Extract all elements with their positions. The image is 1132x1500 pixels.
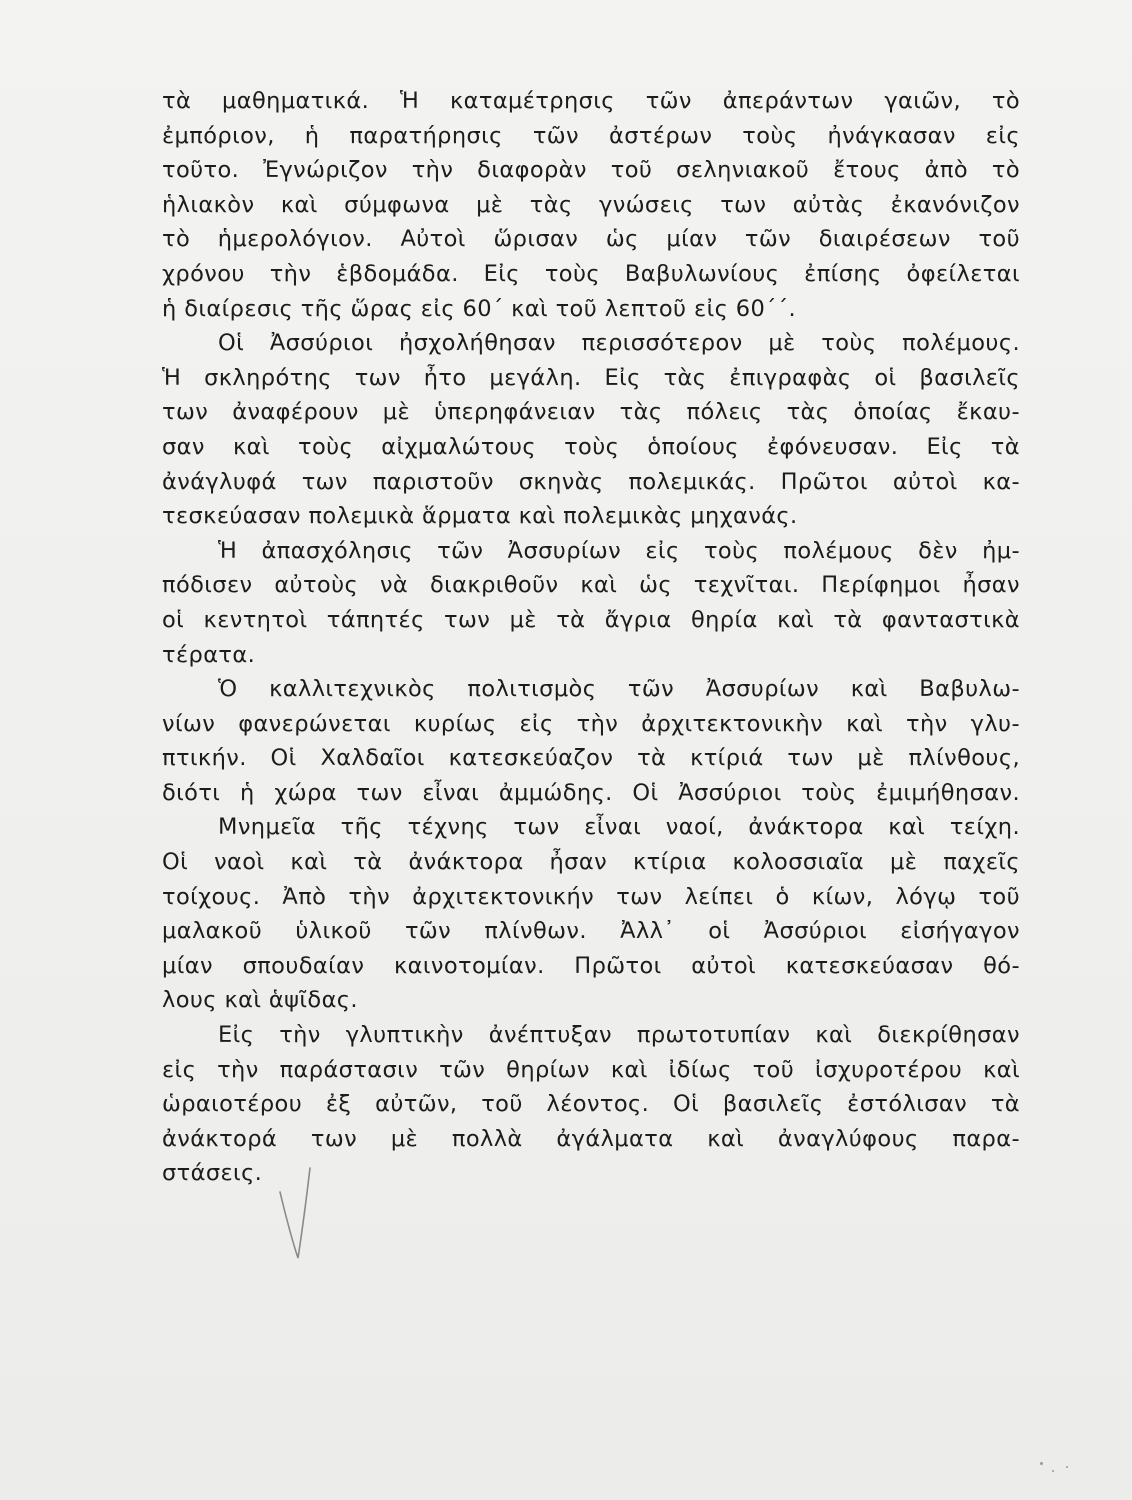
text-line: οἱ κεντητοὶ τάπητές των μὲ τὰ ἄγρια θηρία καὶ τὰ φανταστικὰ — [162, 606, 1020, 633]
text-line-paragraph-end: τεσκεύασαν πολεμικὰ ἅρματα καὶ πολεμικὰς μηχανάς. — [162, 503, 798, 530]
text-line: ἀνάκτορά των μὲ πολλὰ ἀγάλματα καὶ ἀναγλύφους παρα- — [162, 1125, 1020, 1152]
dust-speck — [1052, 1470, 1054, 1472]
text-line: μαλακοῦ ὑλικοῦ τῶν πλίνθων. Ἀλλ᾽ οἱ Ἀσσύριοι εἰσήγαγον — [162, 918, 1020, 945]
text-line: ἀνάγλυφά των παριστοῦν σκηνὰς πολεμικάς. Πρῶτοι αὐτοὶ κα- — [162, 468, 1020, 495]
text-line: Οἱ ναοὶ καὶ τὰ ἀνάκτορα ἦσαν κτίρια κολοσσιαῖα μὲ παχεῖς — [162, 849, 1020, 876]
dust-speck — [1066, 1466, 1068, 1468]
body-text — [162, 84, 1020, 1191]
text-line: πτικήν. Οἱ Χαλδαῖοι κατεσκεύαζον τὰ κτίριά των μὲ πλίνθους, — [162, 745, 1020, 772]
dust-speck — [1040, 1462, 1043, 1465]
pencil-check-mark — [276, 1162, 316, 1262]
paragraph-start: Εἰς τὴν γλυπτικὴν ἀνέπτυξαν πρωτοτυπίαν καὶ διεκρίθησαν — [218, 1022, 1020, 1049]
text-line: μίαν σπουδαίαν καινοτομίαν. Πρῶτοι αὐτοὶ κατεσκεύασαν θό- — [162, 952, 1020, 979]
paragraph-start: Ὁ καλλιτεχνικὸς πολιτισμὸς τῶν Ἀσσυρίων καὶ Βαβυλω- — [218, 676, 1020, 703]
text-line-paragraph-end: διότι ἡ χώρα των εἶναι ἀμμώδης. Οἱ Ἀσσύριοι τοὺς ἐμιμήθησαν. — [162, 779, 1020, 806]
text-line: τοῦτο. Ἐγνώριζον τὴν διαφορὰν τοῦ σεληνιακοῦ ἔτους ἀπὸ τὸ — [162, 157, 1020, 184]
text-line: ἡλιακὸν καὶ σύμφωνα μὲ τὰς γνώσεις των αὐτὰς ἐκανόνιζον — [162, 191, 1020, 218]
text-line: εἰς τὴν παράστασιν τῶν θηρίων καὶ ἰδίως τοῦ ἰσχυροτέρου καὶ — [162, 1056, 1020, 1083]
text-line: νίων φανερώνεται κυρίως εἰς τὴν ἀρχιτεκτονικὴν καὶ τὴν γλυ- — [162, 710, 1020, 737]
paragraph-start: Οἱ Ἀσσύριοι ἠσχολήθησαν περισσότερον μὲ τοὺς πολέμους. — [218, 330, 1020, 357]
text-line: τοίχους. Ἀπὸ τὴν ἀρχιτεκτονικήν των λείπει ὁ κίων, λόγῳ τοῦ — [162, 883, 1020, 910]
text-line: ὡραιοτέρου ἐξ αὐτῶν, τοῦ λέοντος. Οἱ βασιλεῖς ἐστόλισαν τὰ — [162, 1091, 1020, 1118]
text-line: τὰ μαθηματικά. Ἡ καταμέτρησις τῶν ἀπεράντων γαιῶν, τὸ — [162, 88, 1020, 114]
text-line-paragraph-end: ἡ διαίρεσις τῆς ὥρας εἰς 60΄ καὶ τοῦ λεπτοῦ εἰς 60΄΄. — [162, 295, 797, 322]
text-line: ἐμπόριον, ἡ παρατήρησις τῶν ἀστέρων τοὺς ἠνάγκασαν εἰς — [162, 122, 1020, 149]
paragraph-start: Μνημεῖα τῆς τέχνης των εἶναι ναοί, ἀνάκτορα καὶ τείχη. — [218, 814, 1020, 841]
text-line: χρόνου τὴν ἑβδομάδα. Εἰς τοὺς Βαβυλωνίους ἐπίσης ὀφείλεται — [162, 260, 1020, 287]
paragraph-start: Ἡ ἀπασχόλησις τῶν Ἀσσυρίων εἰς τοὺς πολέμους δὲν ἠμ- — [218, 537, 1020, 564]
text-line-paragraph-end: λους καὶ ἁψῖδας. — [162, 987, 358, 1014]
text-line: πόδισεν αὐτοὺς νὰ διακριθοῦν καὶ ὡς τεχνῖται. Περίφημοι ἦσαν — [162, 572, 1020, 599]
text-line: σαν καὶ τοὺς αἰχμαλώτους τοὺς ὁποίους ἐφόνευσαν. Εἰς τὰ — [162, 433, 1020, 460]
text-line: Ἡ σκληρότης των ἦτο μεγάλη. Εἰς τὰς ἐπιγραφὰς οἱ βασιλεῖς — [162, 364, 1020, 391]
text-line: τὸ ἡμερολόγιον. Αὐτοὶ ὥρισαν ὡς μίαν τῶν διαιρέσεων τοῦ — [162, 226, 1020, 253]
text-line: των ἀναφέρουν μὲ ὑπερηφάνειαν τὰς πόλεις τὰς ὁποίας ἔκαυ- — [162, 399, 1020, 426]
text-line-paragraph-end: τέρατα. — [162, 641, 256, 668]
text-line-paragraph-end: στάσεις. — [162, 1160, 263, 1187]
